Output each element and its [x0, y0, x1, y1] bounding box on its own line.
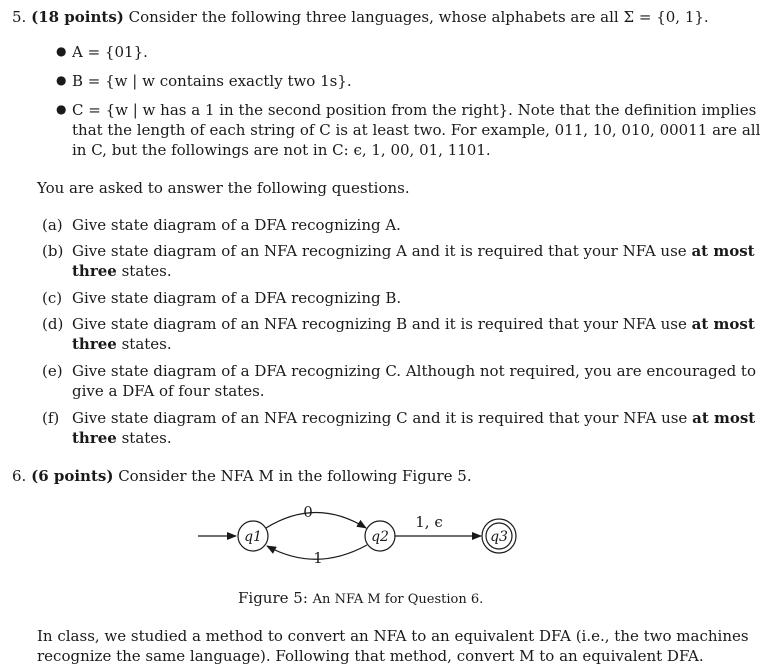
part-bold: at most [691, 242, 755, 260]
part-b-line2: three states. [72, 262, 172, 280]
part-text: Give state diagram of a DFA recognizing B. [72, 289, 402, 307]
q5-number: 5. [12, 8, 27, 26]
bullet-icon: ● [56, 102, 67, 116]
def-c-line3: in C, but the followings are not in C: ϵ, 1, 00, 01, 1101. [72, 141, 491, 159]
part-label: (e) [42, 362, 63, 380]
state-q3-label: q3 [490, 529, 508, 545]
part-label: (b) [42, 242, 64, 260]
part-e-line2: give a DFA of four states. [72, 382, 265, 400]
q5-points: (18 points) [31, 8, 124, 26]
part-text: Give state diagram of a DFA recognizing C. Although not required, you are encouraged to [72, 362, 756, 380]
part-bold: at most [692, 409, 756, 427]
state-q1-label: q1 [244, 529, 262, 545]
closing-line2: recognize the same language). Following that method, convert M to an equivalent DFA. [37, 647, 704, 665]
def-c-line2: that the length of each string of C is at least two. For example, 011, 10, 010, 00011 are all [72, 121, 760, 139]
part-f-line2: three states. [72, 429, 172, 447]
part-text: Give state diagram of a DFA recognizing A. [72, 216, 401, 234]
caption-prefix: Figure 5: [238, 589, 308, 607]
part-label: (d) [42, 315, 64, 333]
edge-label-1-eps: 1, ϵ [415, 513, 443, 531]
part-label: (a) [42, 216, 63, 234]
state-q2-label: q2 [371, 529, 389, 545]
q6-points: (6 points) [31, 467, 114, 485]
def-c-line1: C = {w | w has a 1 in the second position from the right}. Note that the definition implies [72, 101, 757, 119]
part-text: Give state diagram of an NFA recognizing C and it is required that your NFA use [72, 409, 688, 427]
q6-intro: Consider the NFA M in the following Figure 5. [118, 467, 472, 485]
bullet-icon: ● [56, 44, 67, 58]
edge-label-0: 0 [303, 503, 313, 521]
part-bold: at most [691, 315, 755, 333]
svg-text:q2 [371, 529, 389, 545]
svg-text:0 [303, 503, 313, 521]
bullet-icon: ● [56, 73, 67, 87]
part-d-line2: three states. [72, 335, 172, 353]
caption-text: An NFA M for Question 6. [312, 592, 484, 607]
figure-caption [238, 589, 483, 607]
edge-label-1: 1 [313, 549, 323, 567]
svg-text:q1 [244, 529, 262, 545]
svg-text:1 [313, 549, 323, 567]
part-text: Give state diagram of an NFA recognizing A and it is required that your NFA use [72, 242, 687, 260]
q6-number: 6. [12, 467, 27, 485]
part-label: (c) [42, 289, 63, 307]
svg-text:q3 [490, 529, 508, 545]
def-b: B = {w | w contains exactly two 1s}. [72, 72, 352, 90]
closing-line1: In class, we studied a method to convert an NFA to an equivalent DFA (i.e., the two machines [37, 627, 749, 645]
edge-q1-q2 [266, 513, 366, 529]
def-a: A = {01}. [72, 43, 148, 61]
svg-text:1, ϵ [415, 513, 442, 531]
part-label: (f) [42, 409, 60, 427]
q5-intro: Consider the following three languages, whose alphabets are all Σ = {0, 1}. [128, 8, 709, 26]
part-text: Give state diagram of an NFA recognizing B and it is required that your NFA use [72, 315, 687, 333]
asked-text: You are asked to answer the following questions. [37, 179, 410, 197]
